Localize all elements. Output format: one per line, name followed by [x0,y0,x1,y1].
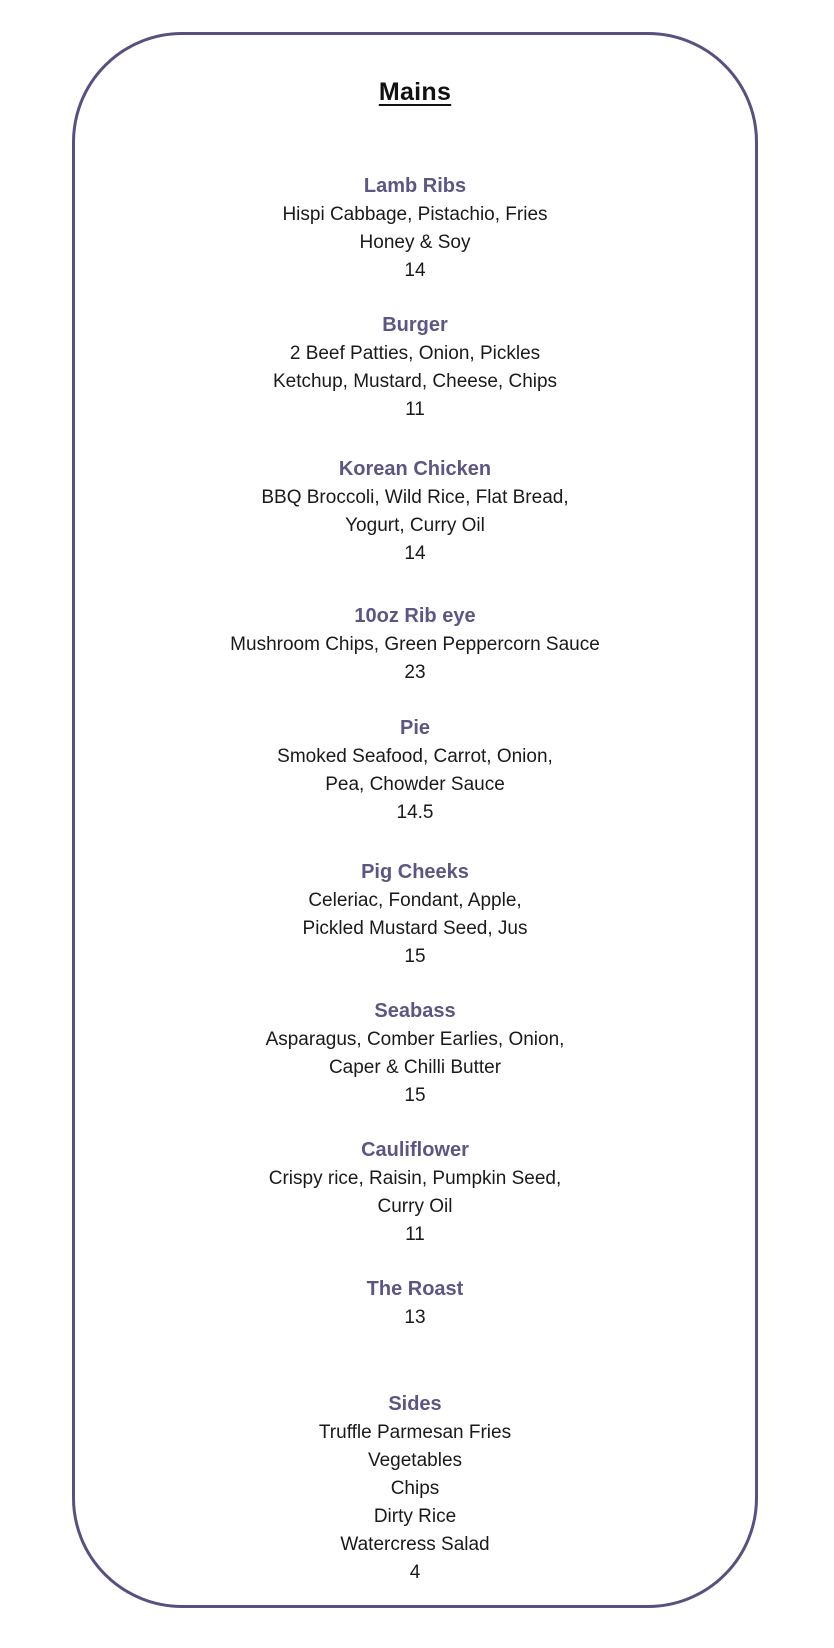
side-item: Truffle Parmesan Fries [318,1422,512,1443]
item-name: Burger [382,314,448,336]
item-price: 23 [404,662,426,683]
item-description: Curry Oil [377,1196,453,1217]
item-description: Honey & Soy [359,232,471,253]
side-item: Chips [390,1478,440,1499]
item-price: 14 [404,260,426,281]
item-name: Lamb Ribs [363,175,467,197]
item-description: Mushroom Chips, Green Peppercorn Sauce [230,634,600,655]
item-name: Seabass [374,1000,456,1022]
item-description: Pickled Mustard Seed, Jus [302,918,528,939]
item-description: Caper & Chilli Butter [328,1057,502,1078]
item-price: 13 [404,1307,426,1328]
item-description: Smoked Seafood, Carrot, Onion, [277,746,553,767]
menu-item [72,858,758,971]
item-name: Korean Chicken [338,458,492,480]
item-description: Hispi Cabbage, Pistachio, Fries [282,204,548,225]
side-item: Dirty Rice [373,1506,457,1527]
item-price: 11 [405,399,425,420]
sides-price: 4 [409,1562,421,1583]
side-item: Vegetables [367,1450,463,1471]
item-description: Yogurt, Curry Oil [345,515,485,536]
item-price: 11 [405,1224,425,1245]
item-description: Crispy rice, Raisin, Pumpkin Seed, [268,1168,562,1189]
side-item: Watercress Salad [340,1534,490,1555]
menu-item [72,172,758,285]
sides-title: Sides [388,1393,442,1415]
menu-item [72,1275,758,1332]
item-price: 14 [404,543,426,564]
item-description: Ketchup, Mustard, Cheese, Chips [272,371,558,392]
item-description: Pea, Chowder Sauce [325,774,505,795]
item-description: BBQ Broccoli, Wild Rice, Flat Bread, [261,487,569,508]
item-description: 2 Beef Patties, Onion, Pickles [289,343,541,364]
menu-title: Mains [378,78,452,106]
sides-section [72,1390,758,1587]
item-name: Pig Cheeks [361,861,469,883]
item-price: 15 [404,946,426,967]
item-price: 14.5 [396,802,434,823]
item-name: The Roast [366,1278,464,1300]
item-description: Celeriac, Fondant, Apple, [308,890,522,911]
item-description: Asparagus, Comber Earlies, Onion, [265,1029,565,1050]
item-name: Cauliflower [361,1139,469,1161]
menu-item [72,997,758,1110]
item-price: 15 [404,1085,426,1106]
item-name: 10oz Rib eye [354,605,476,627]
menu-item [72,311,758,424]
menu-item [72,602,758,687]
item-name: Pie [399,717,431,739]
menu-item [72,714,758,827]
menu-item [72,455,758,568]
menu-item [72,1136,758,1249]
